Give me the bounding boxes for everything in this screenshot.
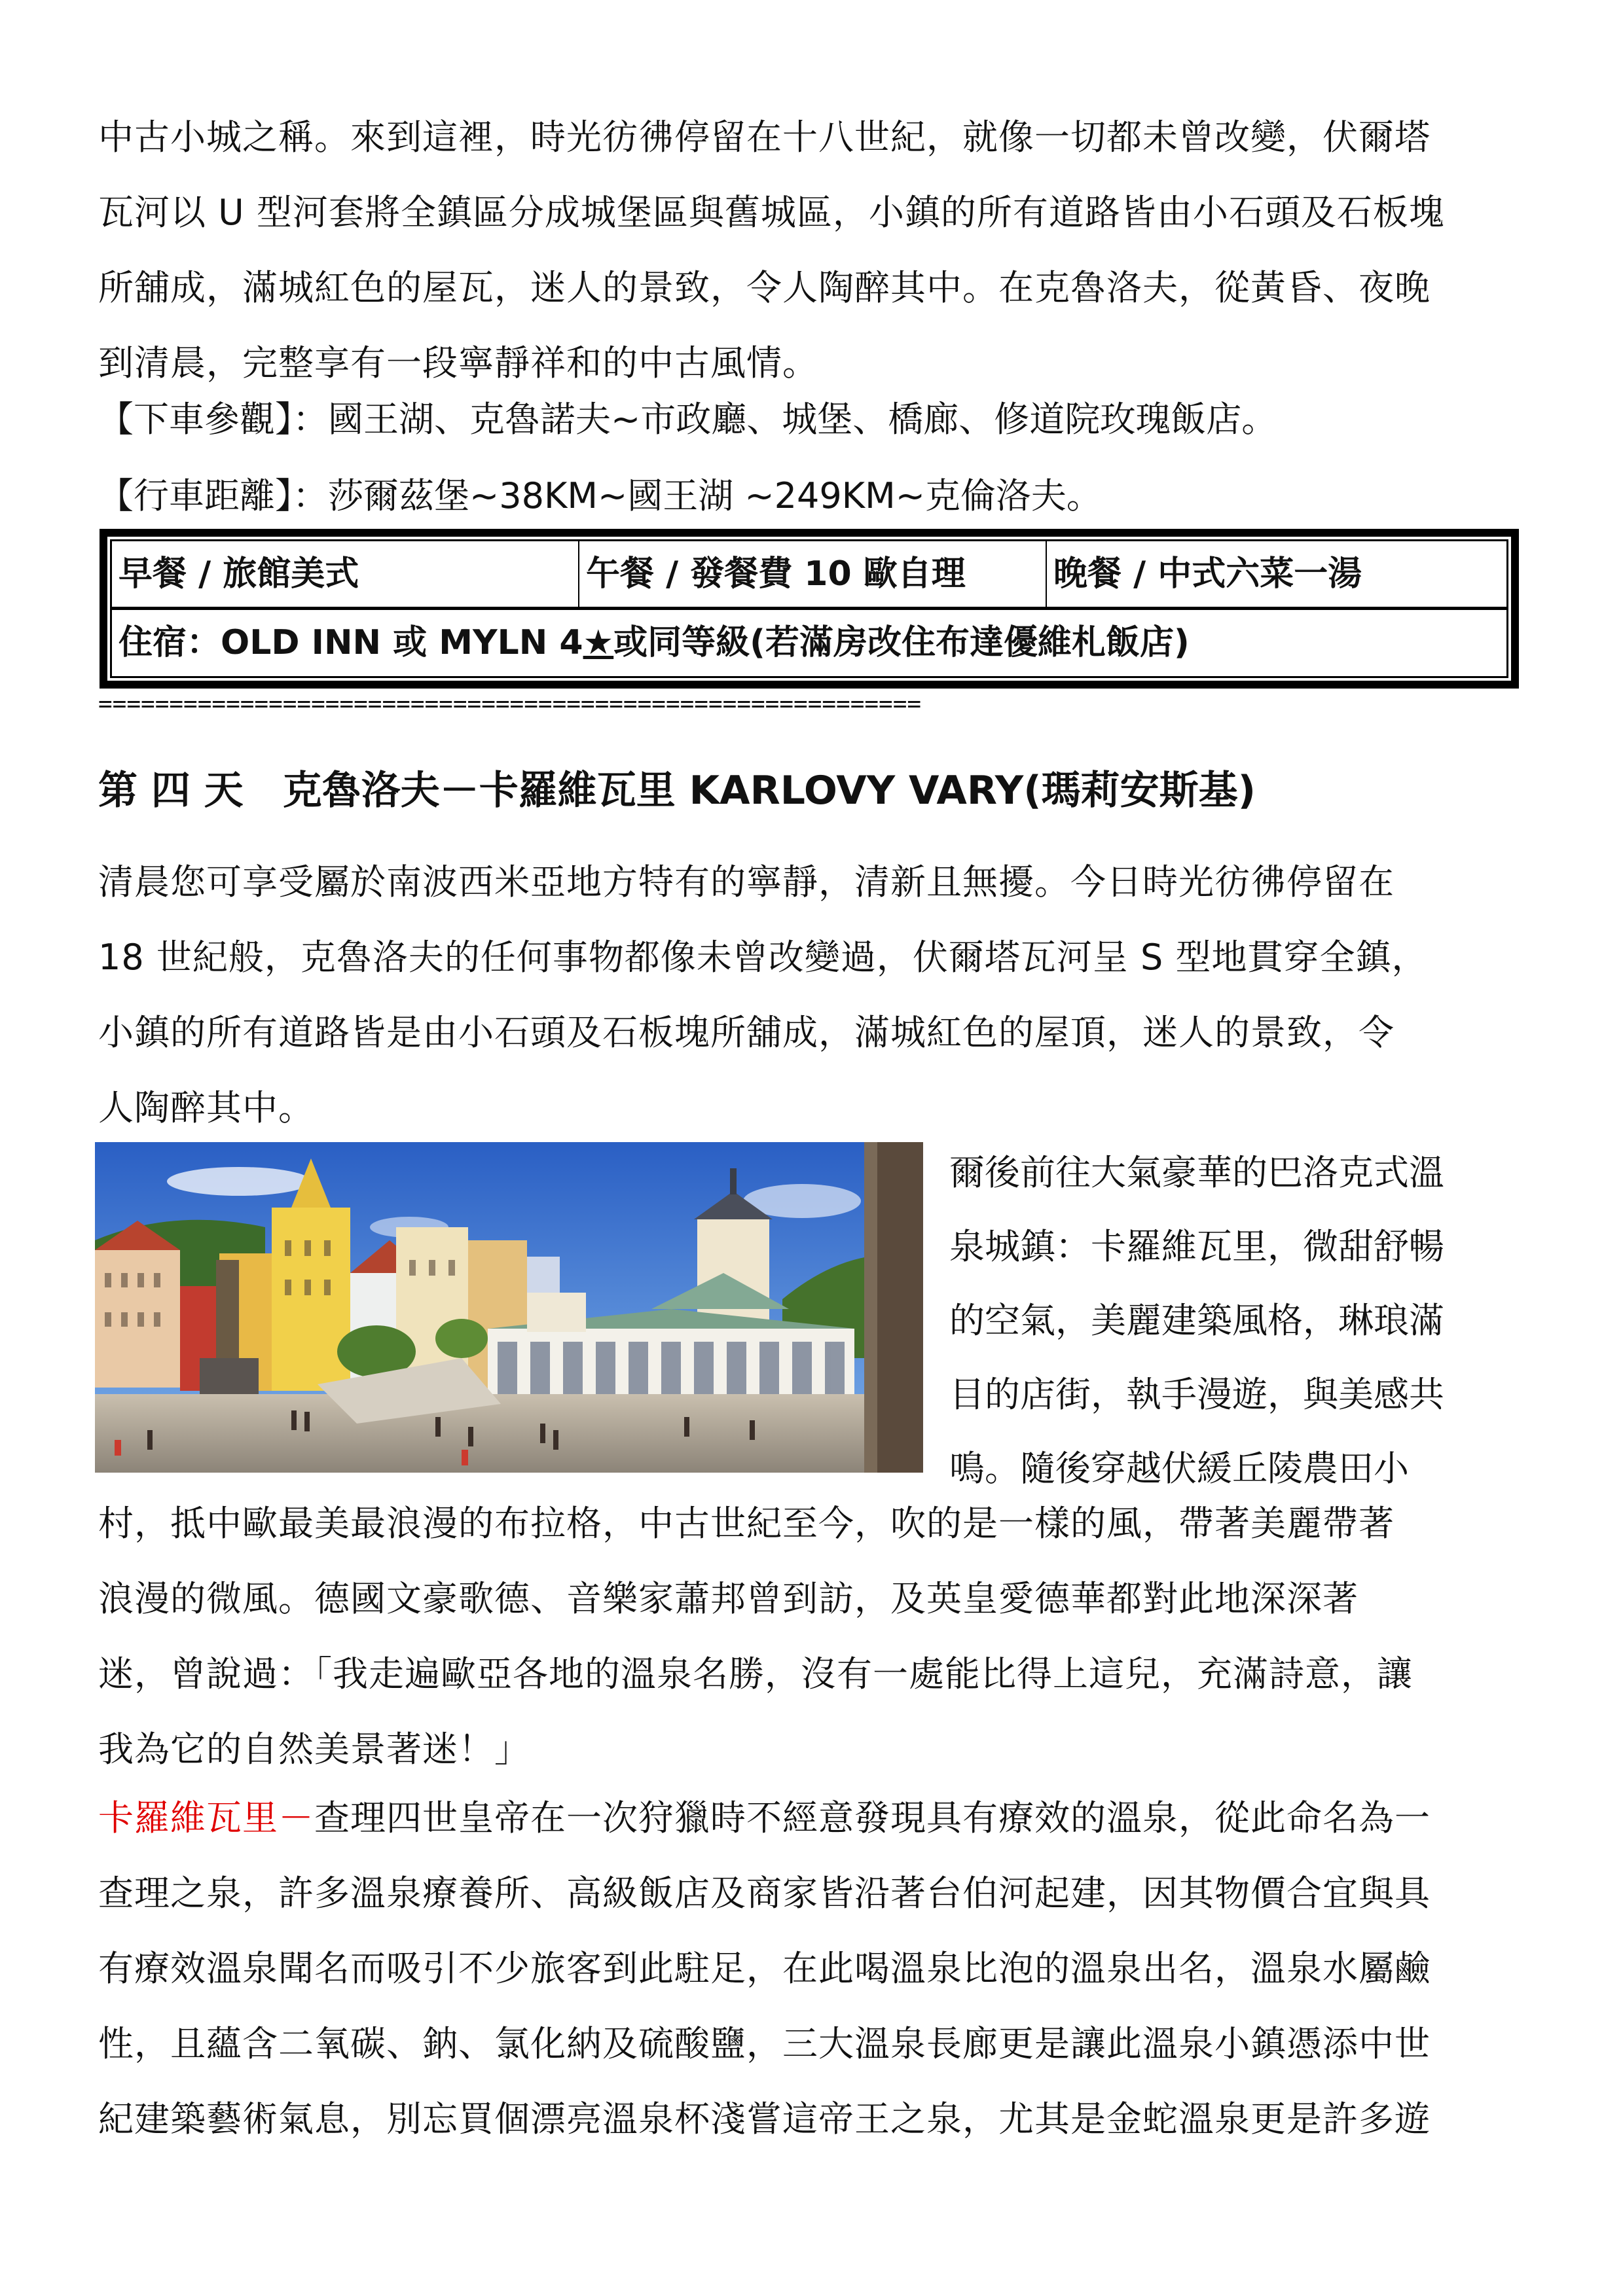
text-line: 我為它的自然美景著迷！」	[98, 1729, 530, 1770]
text-line: 18 世紀般，克魯洛夫的任何事物都像未曾改變過，伏爾塔瓦河呈 S 型地貫穿全鎮，	[98, 937, 1428, 978]
intro-paragraph	[98, 99, 1539, 401]
day-title: 第 四 天 克魯洛夫－卡羅維瓦里 KARLOVY VARY(瑪莉安斯基)	[98, 768, 1256, 814]
text-line: 中古小城之稱。來到這裡，時光彷彿停留在十八世紀，就像一切都未曾改變，伏爾塔	[98, 117, 1431, 158]
distance-line	[98, 468, 1102, 518]
text-line: 有療效溫泉聞名而吸引不少旅客到此駐足，在此喝溫泉比泡的溫泉出名，溫泉水屬鹼	[98, 1948, 1431, 1989]
text-line: 瓦河以 U 型河套將全鎮區分成城堡區與舊城區，小鎮的所有道路皆由小石頭及石板塊	[98, 192, 1445, 233]
lunch-cell: 午餐 / 發餐費 10 歐自理	[579, 541, 1047, 607]
hotel-row	[112, 610, 1506, 676]
separator-line: ==========================================================	[98, 691, 922, 717]
text-line: 鳴。隨後穿越伏緩丘陵農田小	[949, 1448, 1409, 1489]
text-line: 到清晨，完整享有一段寧靜祥和的中古風情。	[98, 342, 818, 384]
text-line: 的空氣，美麗建築風格，琳琅滿	[949, 1300, 1444, 1341]
section-separator	[98, 692, 921, 716]
sightseeing-text: ：國王湖、克魯諾夫~市政廳、城堡、橋廊、修道院玫瑰飯店。	[293, 399, 1277, 440]
text-line: 所舖成，滿城紅色的屋瓦，迷人的景致，令人陶醉其中。在克魯洛夫，從黃昏、夜晚	[98, 267, 1431, 308]
hotel-suffix: 或同等級(若滿房改住布達優維札飯店)	[613, 623, 1190, 662]
text-line: 小鎮的所有道路皆是由小石頭及石板塊所舖成，滿城紅色的屋頂，迷人的景致，令	[98, 1012, 1395, 1053]
text-span: 查理四世皇帝在一次狩獵時不經意發現具有療效的溫泉，從此命名為一	[314, 1797, 1431, 1839]
text-line	[98, 1780, 1539, 1856]
text-line: 查理之泉，許多溫泉療養所、高級飯店及商家皆沿著台伯河起建，因其物價合宜與具	[98, 1873, 1431, 1914]
text-line: 爾後前往大氣豪華的巴洛克式溫	[949, 1152, 1444, 1193]
meal-hotel-table	[100, 529, 1519, 689]
distance-text: ：莎爾茲堡~38KM~國王湖 ~249KM~克倫洛夫。	[293, 475, 1102, 516]
text-line: 性，且蘊含二氧碳、鈉、氯化納及硫酸鹽，三大溫泉長廊更是讓此溫泉小鎮憑添中世	[98, 2023, 1431, 2064]
dinner-cell: 晚餐 / 中式六菜一湯	[1053, 554, 1362, 594]
hotel-prefix: 住宿：OLD INN 或 MYLN 4	[119, 623, 583, 662]
karlovy-vary-highlight: 卡羅維瓦里－	[98, 1797, 314, 1839]
star-icon: ★	[583, 623, 614, 662]
distance-label: 【行車距離】	[98, 475, 293, 516]
karlovy-vary-photo	[95, 1142, 923, 1473]
text-line: 泉城鎮：卡羅維瓦里，微甜舒暢	[949, 1226, 1444, 1267]
text-line: 迷，曾說過：「我走遍歐亞各地的溫泉名勝，沒有一處能比得上這兒，充滿詩意，讓	[98, 1653, 1413, 1695]
sightseeing-line	[98, 391, 1277, 442]
meal-row	[112, 541, 1506, 610]
sightseeing-label: 【下車參觀】	[98, 399, 293, 440]
breakfast-cell: 早餐 / 旅館美式	[112, 541, 579, 607]
day4-continued-paragraph	[98, 1486, 1539, 1787]
text-line: 村，抵中歐最美最浪漫的布拉格，中古世紀至今，吹的是一樣的風，帶著美麗帶著	[98, 1503, 1395, 1544]
day4-paragraph	[98, 844, 1539, 1145]
photo-side-text	[949, 1136, 1539, 1505]
text-line: 紀建築藝術氣息，別忘買個漂亮溫泉杯淺嘗這帝王之泉，尤其是金蛇溫泉更是許多遊	[98, 2098, 1431, 2140]
text-line: 目的店街，執手漫遊，與美感共	[949, 1374, 1444, 1415]
text-line: 人陶醉其中。	[98, 1087, 314, 1128]
text-line: 清晨您可享受屬於南波西米亞地方特有的寧靜，清新且無擾。今日時光彷彿停留在	[98, 861, 1395, 903]
text-line: 浪漫的微風。德國文豪歌德、音樂家蕭邦曾到訪，及英皇愛德華都對此地深深著	[98, 1578, 1359, 1619]
karlovy-vary-paragraph	[98, 1780, 1539, 2157]
